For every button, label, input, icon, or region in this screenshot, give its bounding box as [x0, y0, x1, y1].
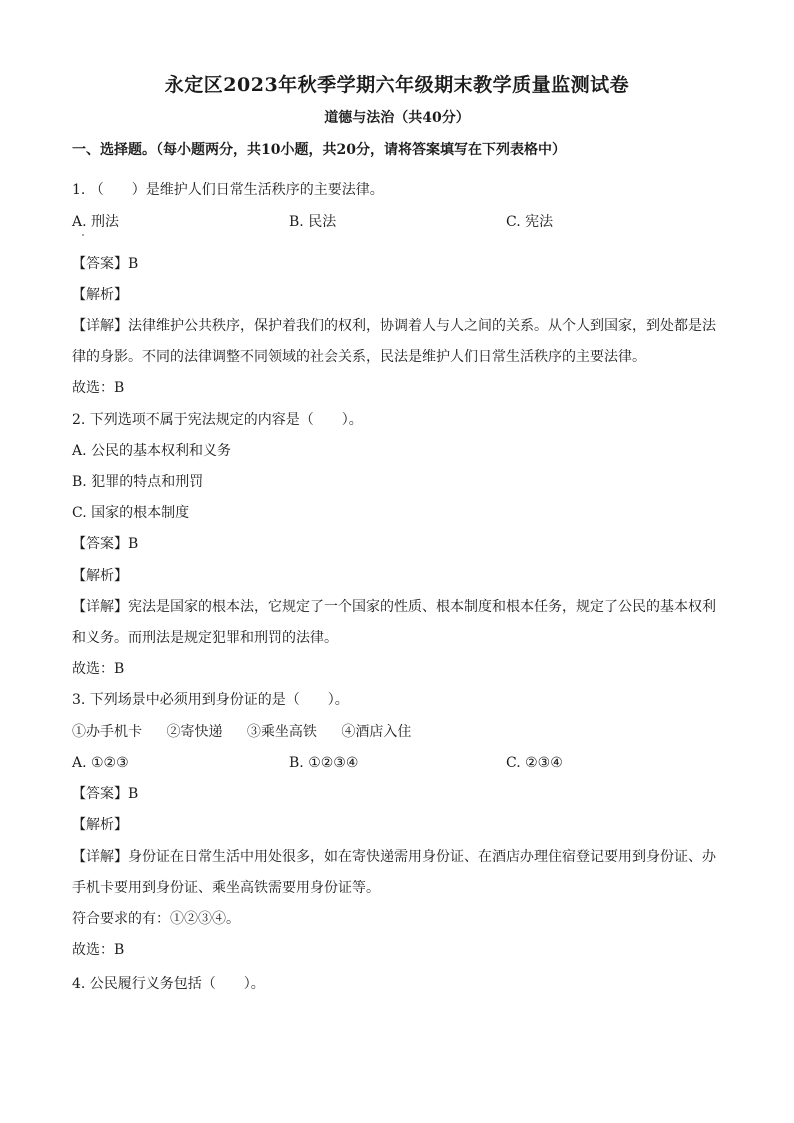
- question-2-option-b: B. 犯罪的特点和刑罚: [72, 474, 204, 490]
- question-1-option-a: A. 刑法: [72, 214, 120, 230]
- question-3-option-b: B. ①②③④: [289, 755, 359, 771]
- question-3-choose: 故选：B: [72, 942, 125, 958]
- question-3-detail-line-2: 手机卡要用到身份证、乘坐高铁需要用身份证等。: [72, 880, 380, 896]
- document-subtitle: 道德与法治（共40分）: [324, 110, 470, 126]
- question-2-detail-line-2: 和义务。而刑法是规定犯罪和刑罚的法律。: [72, 630, 338, 646]
- question-4-stem: 4. 公民履行义务包括（ ）。: [72, 976, 265, 992]
- question-1-detail-line-1: 【详解】法律维护公共秩序，保护着我们的权利，协调着人与人之间的关系。从个人到国家，到处都是法: [72, 318, 716, 334]
- document-title: 永定区2023年秋季学期六年级期末教学质量监测试卷: [164, 74, 630, 96]
- question-2-choose: 故选：B: [72, 661, 125, 677]
- question-3-answer: 【答案】B: [72, 786, 139, 802]
- scan-dot: [82, 234, 84, 236]
- question-3-analysis-label: 【解析】: [72, 817, 128, 833]
- question-1-option-c: C. 宪法: [506, 214, 554, 230]
- question-1-answer: 【答案】B: [72, 256, 139, 272]
- question-3-conclusion: 符合要求的有：①②③④。: [72, 911, 240, 927]
- question-3-choices: [72, 722, 431, 742]
- question-3-option-a: A. ①②③: [72, 755, 129, 771]
- question-2-option-c: C. 国家的根本制度: [72, 505, 190, 521]
- question-2-analysis-label: 【解析】: [72, 568, 128, 584]
- question-3-detail-line-1: 【详解】身份证在日常生活中用处很多，如在寄快递需用身份证、在酒店办理住宿登记要用到身份证、办: [72, 849, 716, 865]
- question-2-answer: 【答案】B: [72, 536, 139, 552]
- section-heading: 一、选择题。（每小题两分，共10小题，共20分，请将答案填写在下列表格中）: [72, 142, 566, 158]
- question-2-stem: 2. 下列选项不属于宪法规定的内容是（ ）。: [72, 412, 363, 428]
- question-2-detail-line-1: 【详解】宪法是国家的根本法，它规定了一个国家的性质、根本制度和根本任务，规定了公民的基本权利: [72, 599, 716, 615]
- question-1-option-b: B. 民法: [289, 214, 337, 230]
- question-3-choice-1: ①办手机卡: [72, 724, 142, 740]
- question-3-choice-3: ③乘坐高铁: [246, 724, 317, 740]
- question-1-choose: 故选：B: [72, 380, 125, 396]
- question-3-option-c: C. ②③④: [506, 755, 563, 771]
- question-3-choice-2: ②寄快递: [166, 724, 223, 740]
- question-1-stem: 1. （ ）是维护人们日常生活秩序的主要法律。: [72, 182, 384, 198]
- question-2-option-a: A. 公民的基本权利和义务: [72, 443, 232, 459]
- question-1-analysis-label: 【解析】: [72, 287, 128, 303]
- question-3-stem: 3. 下列场景中必须用到身份证的是（ ）。: [72, 692, 349, 708]
- question-3-choice-4: ④酒店入住: [341, 724, 412, 740]
- question-1-detail-line-2: 律的身影。不同的法律调整不同领域的社会关系，民法是维护人们日常生活秩序的主要法律。: [72, 349, 646, 365]
